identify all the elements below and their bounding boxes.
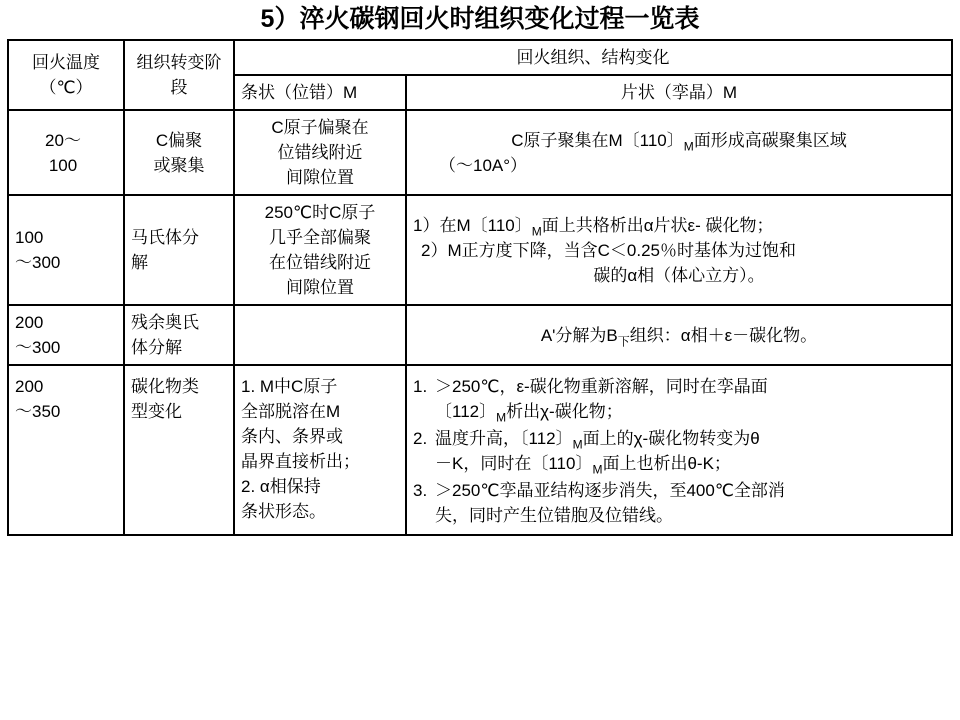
plate-item <box>413 426 945 476</box>
plate-line: （～10A°） <box>439 155 528 175</box>
cell-plate-martensite <box>406 195 952 305</box>
item-text: 碳的α相（体心立方）。 <box>593 265 765 285</box>
table-row <box>8 365 952 535</box>
strip-line: 几乎全部偏聚 <box>269 228 371 247</box>
strip-line: 2. α相保持 <box>241 477 321 496</box>
plate-text: C原子聚集在M〔110〕 <box>511 130 684 150</box>
plate-line <box>413 128 945 153</box>
item-subscript: M <box>531 223 542 238</box>
header-changes-group: 回火组织、结构变化 <box>234 40 952 75</box>
cell-stage <box>124 305 234 365</box>
strip-line: 全部脱溶在M <box>241 402 341 421</box>
cell-stage <box>124 365 234 535</box>
stage-line: 残余奥氏 <box>131 313 199 332</box>
temp-line: ～300 <box>15 253 61 272</box>
item-number: 3. <box>413 481 428 500</box>
page-title: 5）淬火碳钢回火时组织变化过程一览表 <box>260 5 700 33</box>
strip-line: 条状形态。 <box>241 502 326 521</box>
stage-line: 或聚集 <box>153 155 205 175</box>
header-stage: 组织转变阶段 <box>124 40 234 110</box>
stage-line: C偏聚 <box>155 130 203 150</box>
item-number: 1） <box>413 215 440 235</box>
temp-line: 20～ <box>45 130 81 150</box>
item-text: ＞250℃，ε-碳化物重新溶解，同时在孪晶面 <box>435 377 768 396</box>
stage-line: 解 <box>131 253 148 272</box>
table-row <box>8 195 952 305</box>
item-number: 2） <box>421 240 448 260</box>
tempering-structure-table <box>7 39 953 536</box>
item-text: －K，同时在〔110〕 <box>435 454 593 473</box>
table-row <box>8 110 952 195</box>
item-number: 1. <box>413 377 428 396</box>
plate-text: 组织：α相＋ε－碳化物。 <box>629 325 818 345</box>
item-text: 面上的χ-碳化物转变为θ <box>582 429 760 448</box>
plate-line <box>413 323 945 348</box>
plate-subscript: M <box>683 138 694 153</box>
strip-line: 间隙位置 <box>286 168 354 187</box>
stage-line: 碳化物类 <box>131 377 199 396</box>
strip-line: 位错线附近 <box>277 143 363 162</box>
stage-line: 体分解 <box>131 338 182 357</box>
strip-line: 间隙位置 <box>286 278 354 297</box>
cell-strip-martensite <box>234 110 406 195</box>
temp-line: ～300 <box>15 338 61 357</box>
plate-text: 面形成高碳聚集区域 <box>693 130 847 150</box>
table-header-row-1 <box>8 40 952 75</box>
item-text: 〔112〕 <box>435 402 497 421</box>
cell-plate-martensite <box>406 110 952 195</box>
item-text: 面上也析出θ-K； <box>602 454 731 473</box>
cell-temperature <box>8 365 124 535</box>
cell-temperature <box>8 305 124 365</box>
plate-item-list <box>413 374 945 528</box>
cell-strip-martensite <box>234 365 406 535</box>
cell-strip-martensite <box>234 305 406 365</box>
item-subscript: M <box>496 410 507 425</box>
item-text: 面上共格析出α片状ε- 碳化物； <box>541 215 774 235</box>
strip-line: 晶界直接析出； <box>241 452 360 471</box>
strip-line: 在位错线附近 <box>269 253 371 272</box>
item-text: 失，同时产生位错胞及位错线。 <box>435 506 673 525</box>
plate-item-cont <box>413 263 945 288</box>
cell-stage <box>124 195 234 305</box>
plate-subscript: 下 <box>617 333 630 348</box>
temp-line: 200 <box>15 377 44 396</box>
item-text-line <box>435 451 945 476</box>
item-subscript: M <box>572 437 583 452</box>
stage-line: 型变化 <box>131 402 182 421</box>
plate-item <box>413 213 945 238</box>
cell-plate-martensite <box>406 305 952 365</box>
item-text: 析出χ-碳化物； <box>506 402 623 421</box>
header-strip-martensite: 条状（位错）M <box>234 75 406 110</box>
strip-line: 条内、条界或 <box>241 427 343 446</box>
temp-line: 100 <box>15 228 44 247</box>
item-text-line <box>435 503 945 528</box>
strip-line: 250℃时C原子 <box>264 203 376 222</box>
item-text-line <box>435 399 945 424</box>
item-text: 温度升高，〔112〕 <box>435 429 573 448</box>
item-text: 在M〔110〕 <box>439 215 532 235</box>
temp-line: ～350 <box>15 402 61 421</box>
strip-line: 1. M中C原子 <box>241 377 338 396</box>
cell-plate-martensite <box>406 365 952 535</box>
strip-line: C原子偏聚在 <box>271 118 369 137</box>
plate-item <box>413 374 945 424</box>
header-temperature: 回火温度（℃） <box>8 40 124 110</box>
plate-item <box>413 238 945 263</box>
cell-stage <box>124 110 234 195</box>
cell-temperature <box>8 110 124 195</box>
plate-text: A'分解为B <box>540 325 618 345</box>
plate-item <box>413 478 945 528</box>
header-plate-martensite: 片状（孪晶）M <box>406 75 952 110</box>
stage-line: 马氏体分 <box>131 228 199 247</box>
cell-strip-martensite <box>234 195 406 305</box>
temp-line: 100 <box>48 155 78 175</box>
temp-line: 200 <box>15 313 44 332</box>
item-text: M正方度下降，当含C＜0.25％时基体为过饱和 <box>447 240 796 260</box>
item-subscript: M <box>592 462 603 477</box>
table-row <box>8 305 952 365</box>
cell-temperature <box>8 195 124 305</box>
item-number: 2. <box>413 429 428 448</box>
item-text: ＞250℃孪晶亚结构逐步消失，至400℃全部消 <box>435 481 785 500</box>
